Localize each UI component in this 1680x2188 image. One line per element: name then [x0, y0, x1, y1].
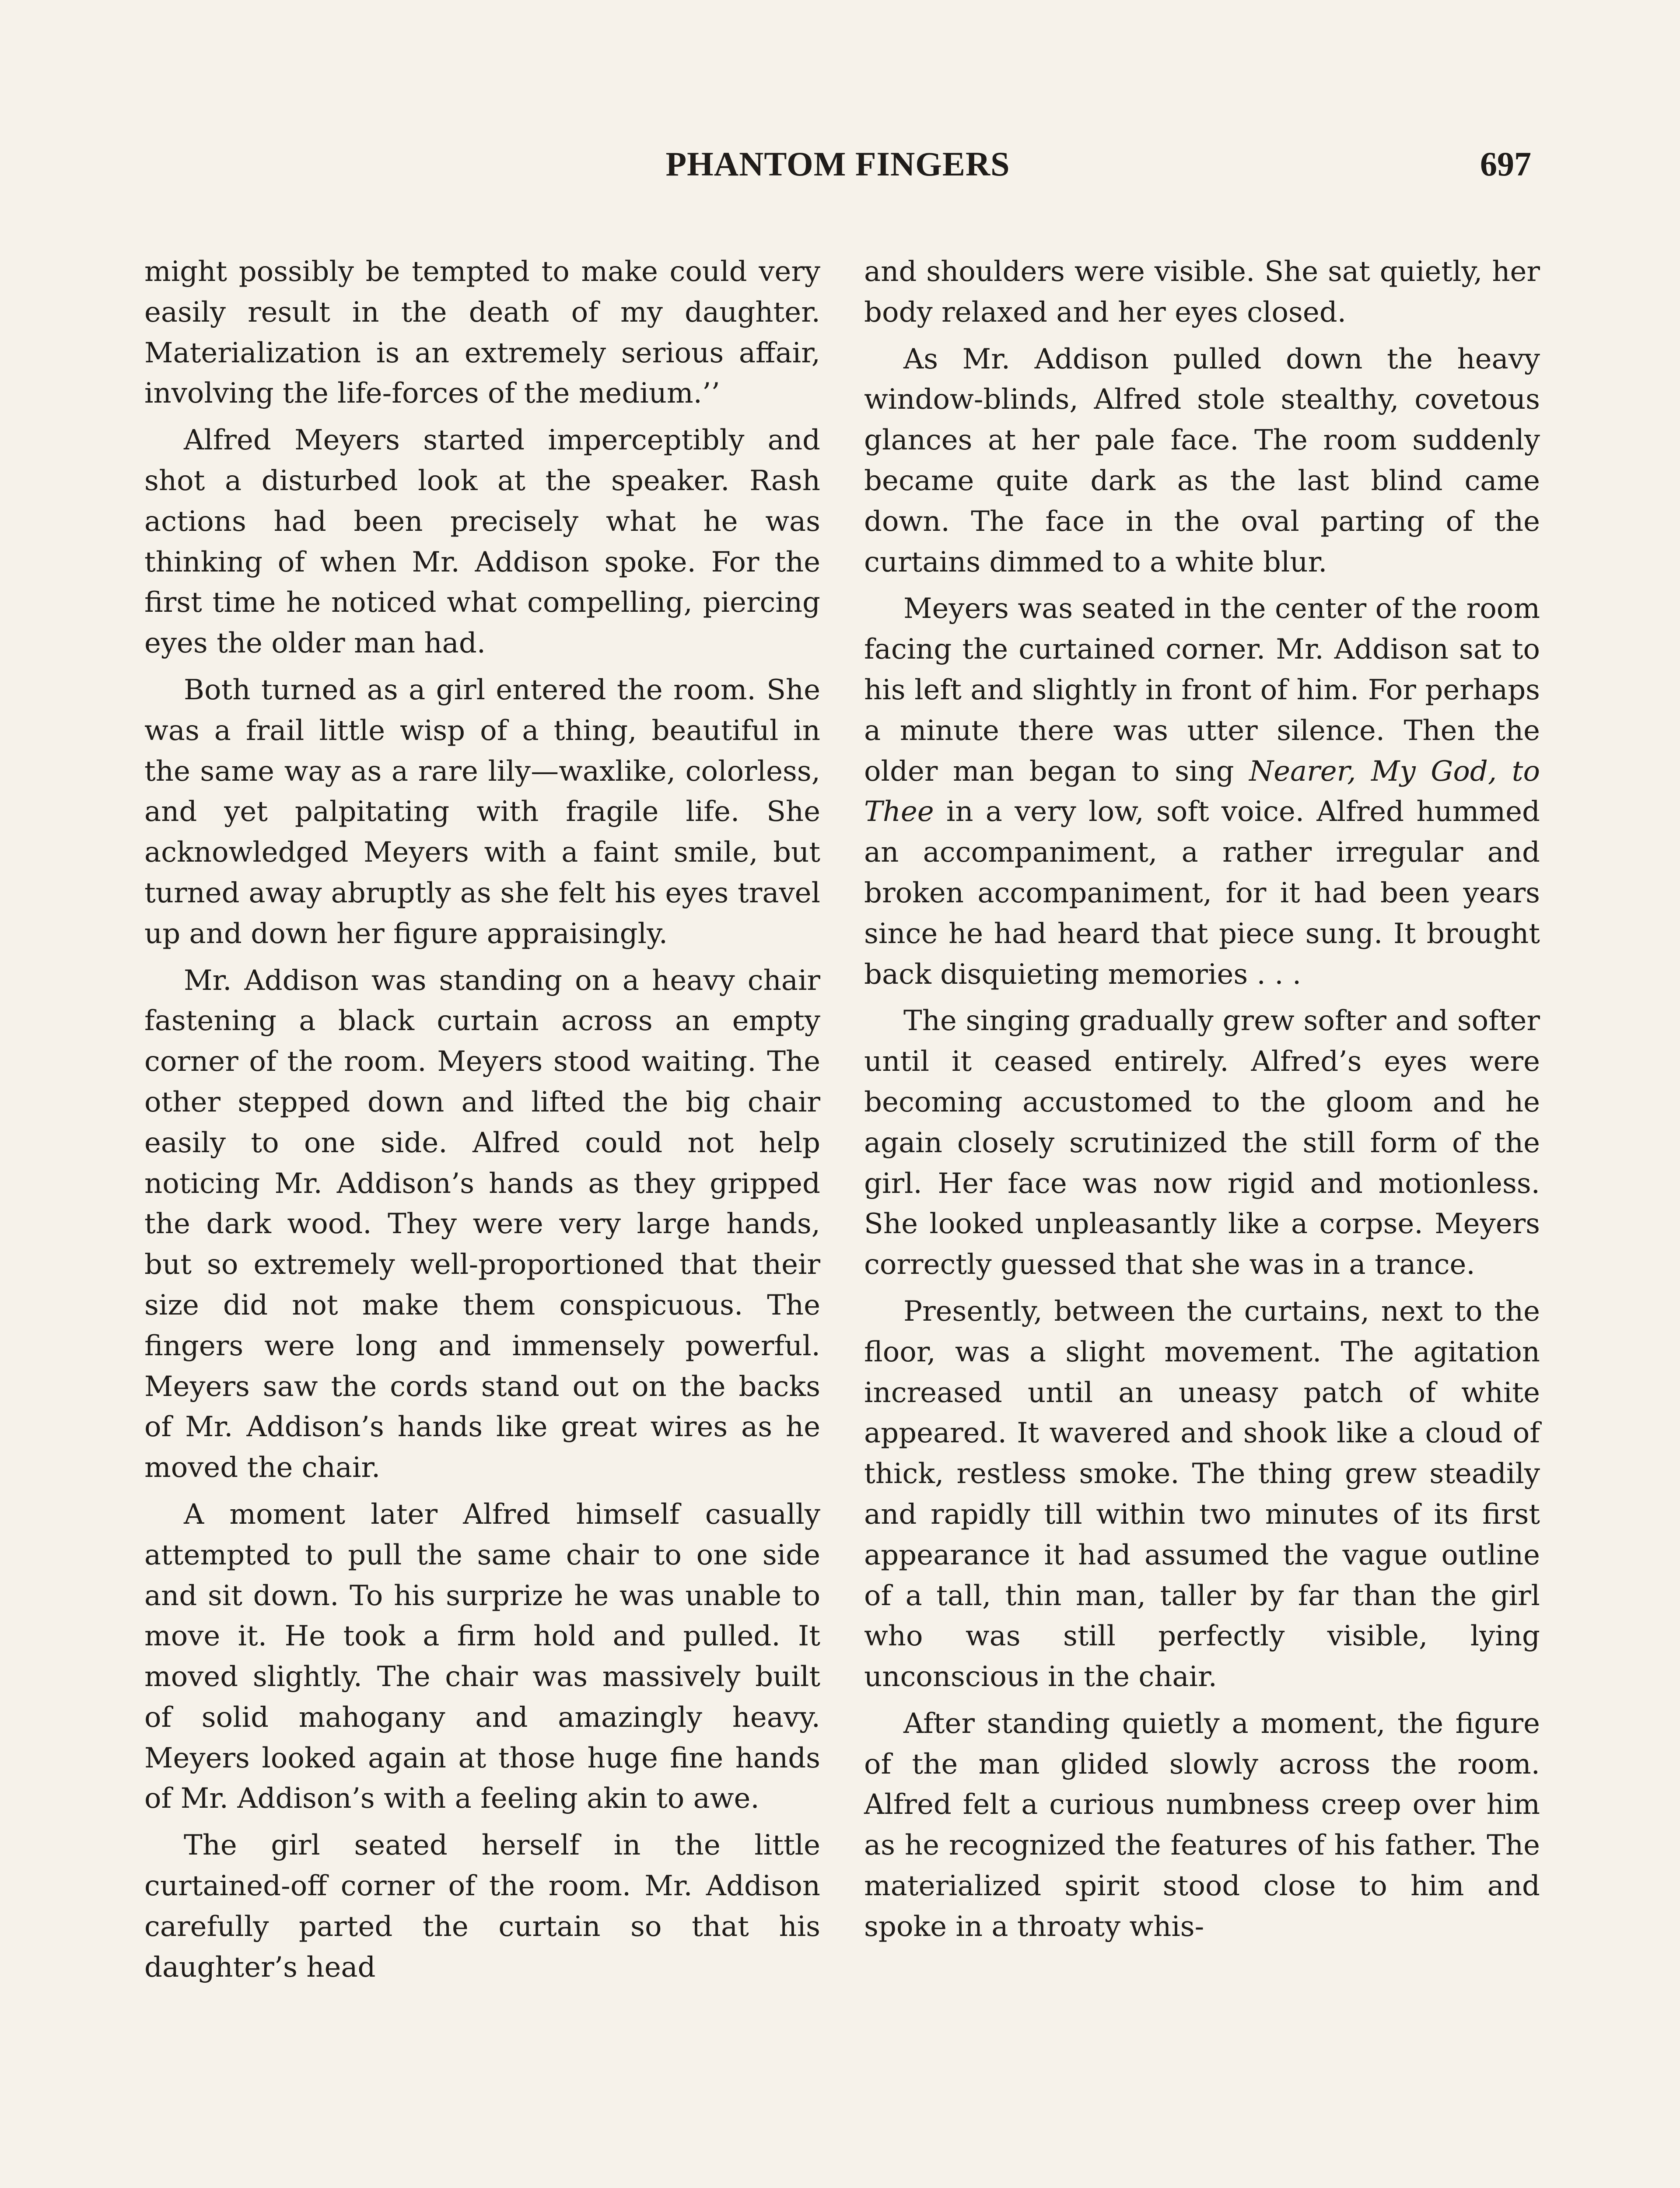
- paragraph: [864, 589, 1540, 995]
- paragraph: The singing gradually grew softer and softer until it ceased entirely. Alfred’s eyes were becoming accustomed to the gloom and he again closely scrutinized the still form of the girl. Her face was now rigid and motionless. She looked unpleasantly like a corpse. Meyers correctly guessed that she was in a trance.: [864, 1005, 1540, 1281]
- paragraph: Both turned as a girl entered the room. She was a frail little wisp of a thing, beautiful in the same way as a rare lily—waxlike, colorless, and yet palpitating with fragile life. She acknowledged Meyers with a faint smile, but turned away abruptly as she felt his eyes travel up and down her figure appraisingly.: [144, 673, 820, 950]
- song-title: Nearer, My God, to Thee: [864, 755, 1540, 828]
- paragraph: Presently, between the curtains, next to the floor, was a slight movement. The agitation increased until an uneasy patch of white appeared. It wavered and shook like a cloud of thick, restless smoke. The thing grew steadily and rapidly till within two minutes of its first appearance it had assumed the vague outline of a tall, thin man, taller by far than the girl who was still perfectly visible, lying unconscious in the chair.: [864, 1295, 1540, 1694]
- left-column: [144, 252, 820, 1994]
- paragraph: The girl seated herself in the little curtained-off corner of the room. Mr. Addison carefully parted the curtain so that his daughter’s head: [144, 1829, 820, 1984]
- paragraph: might possibly be tempted to make could very easily result in the death of my daughter. Materialization is an extremely serious affair, involving the life-forces of the medium.’’: [144, 256, 820, 410]
- running-title: PHANTOM FINGERS: [665, 145, 1010, 183]
- paragraph: Mr. Addison was standing on a heavy chair fastening a black curtain across an empty corner of the room. Meyers stood waiting. The other stepped down and lifted the big chair easily to one side. Alfred could not help noticing Mr. Addison’s hands as they gripped the dark wood. They were very large hands, but so extremely well-proportioned that their size did not make them conspicuous. The fingers were long and immensely powerful. Meyers saw the cords stand out on the backs of Mr. Addison’s hands like great wires as he moved the chair.: [144, 964, 820, 1484]
- paragraph-text: Meyers was seated in the center of the room facing the curtained corner. Mr. Addison sat to his left and slightly in front of him. For perhaps a minute there was utter silence. Then the older man began to sing: [864, 593, 1540, 788]
- page-number: 697: [1480, 145, 1531, 183]
- paragraph: As Mr. Addison pulled down the heavy window-blinds, Alfred stole stealthy, covetous glances at her pale face. The room suddenly became quite dark as the last blind came down. The face in the oval parting of the curtains dimmed to a white blur.: [864, 343, 1540, 579]
- paragraph: A moment later Alfred himself casually attempted to pull the same chair to one side and sit down. To his surprize he was unable to move it. He took a firm hold and pulled. It moved slightly. The chair was massively built of solid mahogany and amazingly heavy. Meyers looked again at those huge fine hands of Mr. Addison’s with a feeling akin to awe.: [144, 1498, 820, 1815]
- paragraph: After standing quietly a moment, the figure of the man glided slowly across the room. Alfred felt a curious numbness creep over him as he recognized the features of his father. The materialized spirit stood close to him and spoke in a throaty whis-: [864, 1707, 1540, 1943]
- paragraph: and shoulders were visible. She sat quietly, her body relaxed and her eyes closed.: [864, 256, 1540, 329]
- page-header: [144, 144, 1531, 197]
- right-column: [864, 252, 1540, 1953]
- paragraph-text: in a very low, soft voice. Alfred hummed an accompaniment, a rather irregular and broken accompaniment, for it had been years since he had heard that piece sung. It brought back disquieting memories . . .: [864, 796, 1540, 991]
- paragraph: Alfred Meyers started imperceptibly and shot a disturbed look at the speaker. Rash actions had been precisely what he was thinking of when Mr. Addison spoke. For the first time he noticed what compelling, piercing eyes the older man had.: [144, 424, 820, 660]
